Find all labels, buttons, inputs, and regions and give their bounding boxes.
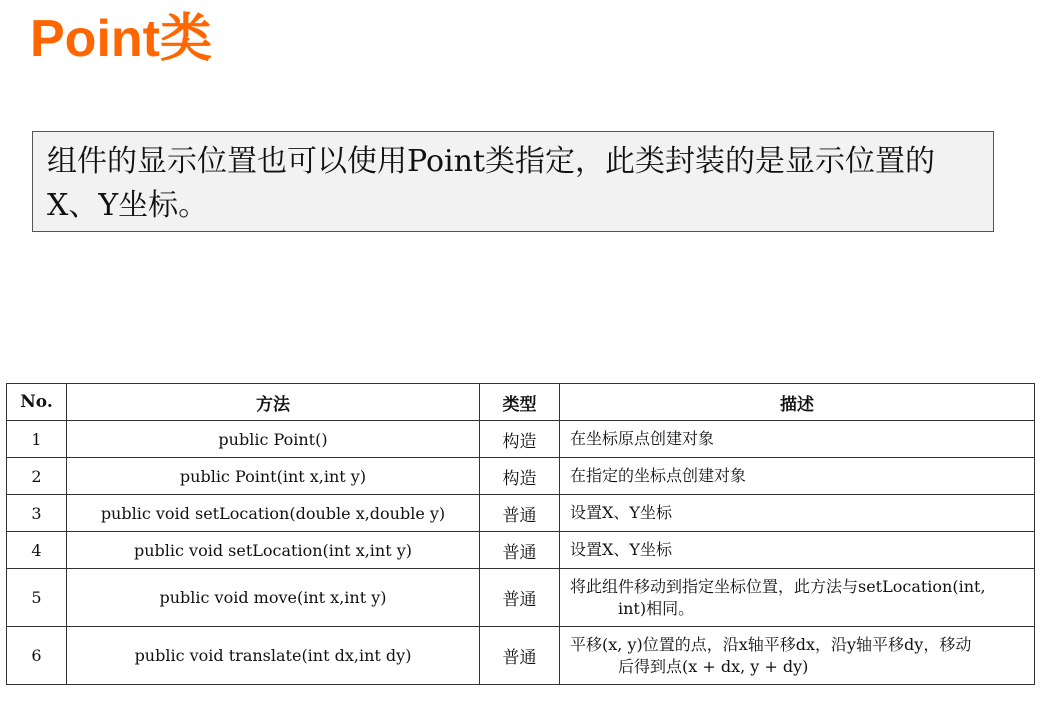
row-desc-text: 设置X、Y坐标: [570, 540, 672, 559]
row-type: 构造: [480, 421, 560, 458]
table-row: [7, 627, 1035, 685]
row-no: 2: [7, 458, 67, 495]
note-box: [32, 131, 994, 232]
row-method: public void translate(int dx,int dy): [67, 627, 480, 685]
header-desc: 描述: [560, 384, 1035, 421]
row-method: public void move(int x,int y): [67, 569, 480, 627]
table-row: [7, 495, 1035, 532]
row-method: public void setLocation(double x,double y): [67, 495, 480, 532]
page-title: Point类: [30, 10, 212, 68]
row-desc-text: 将此组件移动到指定坐标位置，此方法与setLocation(int,: [570, 576, 986, 596]
row-desc-text: 在坐标原点创建对象: [570, 429, 715, 448]
row-type: 普通: [480, 569, 560, 627]
row-no: 1: [7, 421, 67, 458]
row-type: 普通: [480, 495, 560, 532]
row-method: public Point(): [67, 421, 480, 458]
row-type: 构造: [480, 458, 560, 495]
header-method: 方法: [67, 384, 480, 421]
row-desc-text: 在指定的坐标点创建对象: [570, 466, 747, 485]
row-no: 5: [7, 569, 67, 627]
header-type: 类型: [480, 384, 560, 421]
row-desc: [560, 627, 1035, 685]
row-desc-continuation: int)相同。: [618, 598, 695, 618]
row-no: 4: [7, 532, 67, 569]
table-row: [7, 458, 1035, 495]
row-desc: [560, 495, 1035, 532]
table-row: [7, 532, 1035, 569]
row-desc-text: 平移(x, y)位置的点，沿x轴平移dx，沿y轴平移dy，移动: [570, 634, 972, 654]
row-no: 3: [7, 495, 67, 532]
row-desc-text: 设置X、Y坐标: [570, 503, 672, 522]
row-method: public void setLocation(int x,int y): [67, 532, 480, 569]
method-table: [6, 383, 1035, 685]
row-type: 普通: [480, 627, 560, 685]
table-row: [7, 421, 1035, 458]
row-desc-continuation: 后得到点(x + dx, y + dy): [618, 656, 809, 676]
table-header-row: [7, 384, 1035, 421]
row-desc: [560, 532, 1035, 569]
row-no: 6: [7, 627, 67, 685]
row-type: 普通: [480, 532, 560, 569]
row-desc: [560, 458, 1035, 495]
header-no: No.: [7, 384, 67, 421]
note-text: 组件的显示位置也可以使用Point类指定，此类封装的是显示位置的X、Y坐标。: [47, 144, 936, 223]
row-method: public Point(int x,int y): [67, 458, 480, 495]
row-desc: [560, 421, 1035, 458]
table-row: [7, 569, 1035, 627]
row-desc: [560, 569, 1035, 627]
